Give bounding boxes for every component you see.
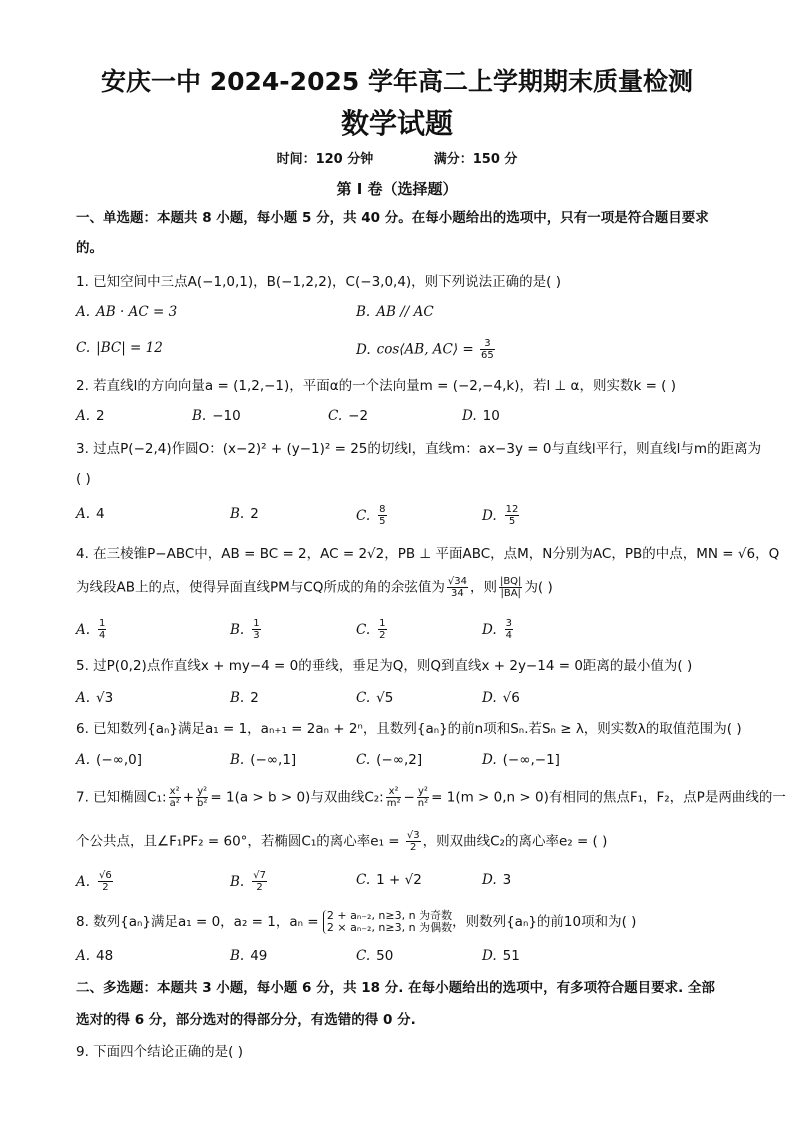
q1-option-b[interactable]: B. AB // AC: [356, 304, 434, 320]
q2-options: [76, 406, 726, 434]
q7-option-c[interactable]: C. 1 + √2: [356, 872, 422, 888]
q2-option-b[interactable]: B. −10: [192, 408, 241, 424]
q7-option-b[interactable]: B. $\frac{√7}{2}$: [230, 870, 266, 893]
q4-stem: 4. 在三棱锥P−ABC中，AB = BC = 2，AC = 2√2，PB ⊥ 平面ABC，点M，N分别为AC，PB的中点，MN = √6，Q: [76, 546, 780, 562]
q8-piecewise: 2 + aₙ₋₂, n≥3, n 为奇数 2 × aₙ₋₂, n≥3, n 为偶数: [323, 910, 452, 934]
q7-stem-cont: 个公共点，且∠F₁PF₂ = 60°，若椭圆C₁的离心率e₁ = $\frac{√3}{2}$ ，则双曲线C₂的离心率e₂ = ( ): [76, 830, 608, 853]
q2-option-c[interactable]: C. −2: [328, 408, 369, 424]
q4-option-a[interactable]: A. $\frac{1}{4}$: [76, 618, 106, 641]
q2-option-d[interactable]: D. 10: [462, 408, 500, 424]
q3-option-c[interactable]: C. $\frac{8}{5}$: [356, 504, 386, 527]
q5-option-d[interactable]: D. √6: [482, 690, 520, 706]
q7-option-a[interactable]: A. $\frac{√6}{2}$: [76, 870, 112, 893]
q4-stem-cont: 为线段AB上的点，使得异面直线PM与CQ所成的角的余弦值为 $\frac{√34}{34}$ ，则 $\frac{|BQ|}{|BA|}$ 为( ): [76, 576, 553, 599]
q3-option-a[interactable]: A. 4: [76, 506, 105, 522]
exam-title: 安庆一中 2024-2025 学年高二上学期期末质量检测: [101, 67, 693, 96]
q1-stem: 1. 已知空间中三点A(−1,0,1)，B(−1,2,2)，C(−3,0,4)，则下列说法正确的是( ): [76, 274, 562, 290]
section1-instructions: 一、单选题：本题共 8 小题，每小题 5 分，共 40 分。在每小题给出的选项中，只有一项是符合题目要求: [76, 210, 709, 226]
section2-instructions-cont: 选对的得 6 分，部分选对的得部分分，有选错的得 0 分.: [76, 1012, 416, 1028]
q5-option-c[interactable]: C. √5: [356, 690, 394, 706]
q8-option-b[interactable]: B. 49: [230, 948, 268, 964]
q5-option-a[interactable]: A. √3: [76, 690, 114, 706]
q5-option-b[interactable]: B. 2: [230, 690, 259, 706]
q3-stem-cont: ( ): [76, 471, 91, 487]
q8-option-c[interactable]: C. 50: [356, 948, 394, 964]
q2-stem: 2. 若直线l的方向向量a = (1,2,−1)，平面α的一个法向量m = (−2,−4,k)，若l ⊥ α，则实数k = ( ): [76, 378, 676, 394]
q2-option-a[interactable]: A. 2: [76, 408, 105, 424]
q1-d-fraction: $\frac{3}{65}$: [481, 338, 494, 361]
q6-stem: 6. 已知数列{aₙ}满足a₁ = 1，aₙ₊₁ = 2aₙ + 2ⁿ，且数列{aₙ}的前n项和Sₙ.若Sₙ ≥ λ，则实数λ的取值范围为( ): [76, 721, 742, 737]
exam-meta: [0, 148, 794, 167]
q3-option-b[interactable]: B. 2: [230, 506, 259, 522]
q6-option-a[interactable]: A. (−∞,0]: [76, 752, 143, 768]
q4-options: [76, 618, 726, 646]
q6-options: [76, 750, 726, 778]
q1-options-row1: [76, 302, 726, 330]
exam-time: 时间：120 分钟: [276, 152, 374, 167]
q1-option-d[interactable]: D. cos⟨AB, AC⟩ = $\frac{3}{65}$: [356, 338, 494, 361]
q7-stem: 7. 已知椭圆C₁: $\frac{\text{x²}}{\text{a²}}$ + $\frac{\text{y²}}{\text{b²}}$ = 1(a > b > 0)与双曲线C₂: $\frac{\text{x²}}{\text{m²}}$ − $\frac{\text{y²}}{\text{n²}}$ = 1(m > 0,n > 0)有相同的焦点F₁，F₂，点P是两曲线的一: [76, 786, 786, 809]
q6-option-b[interactable]: B. (−∞,1]: [230, 752, 297, 768]
q1-option-c[interactable]: C. |BC| = 12: [76, 340, 163, 356]
q8-stem: 8. 数列{aₙ}满足a₁ = 0，a₂ = 1，aₙ = 2 + aₙ₋₂, n≥3, n 为奇数 2 × aₙ₋₂, n≥3, n 为偶数 ，则数列{aₙ}的前10项和为( ): [76, 909, 637, 934]
q4-cos-fraction: $\frac{√34}{34}$: [447, 576, 467, 599]
q3-stem: 3. 过点P(−2,4)作圆O：(x−2)² + (y−1)² = 25的切线l，直线m：ax−3y = 0与直线l平行，则直线l与m的距离为: [76, 441, 762, 457]
q7-options: [76, 870, 726, 898]
q8-options: [76, 946, 726, 974]
q8-option-d[interactable]: D. 51: [482, 948, 520, 964]
q9-stem: 9. 下面四个结论正确的是( ): [76, 1044, 243, 1060]
q4-option-d[interactable]: D. $\frac{3}{4}$: [482, 618, 513, 641]
q1-option-a[interactable]: A. AB · AC = 3: [76, 304, 178, 320]
q8-option-a[interactable]: A. 48: [76, 948, 114, 964]
q4-option-b[interactable]: B. $\frac{1}{3}$: [230, 618, 260, 641]
exam-score: 满分：150 分: [433, 152, 518, 167]
section2-instructions: 二、多选题：本题共 3 小题，每小题 6 分，共 18 分. 在每小题给出的选项中，有多项符合题目要求. 全部: [76, 980, 715, 996]
q6-option-c[interactable]: C. (−∞,2]: [356, 752, 423, 768]
q3-options: [76, 504, 726, 532]
volume-heading: 第 I 卷（选择题）: [336, 180, 458, 198]
q4-ratio-fraction: $\frac{|BQ|}{|BA|}$: [499, 576, 522, 599]
q6-option-d[interactable]: D. (−∞,−1]: [482, 752, 560, 768]
q5-stem: 5. 过P(0,2)点作直线x + my−4 = 0的垂线，垂足为Q，则Q到直线x + 2y−14 = 0距离的最小值为( ): [76, 658, 693, 674]
q7-option-d[interactable]: D. 3: [482, 872, 512, 888]
q5-options: [76, 688, 726, 716]
section1-instructions-cont: 的。: [76, 240, 103, 256]
q3-option-d[interactable]: D. $\frac{12}{5}$: [482, 504, 519, 527]
q4-option-c[interactable]: C. $\frac{1}{2}$: [356, 618, 386, 641]
q1-options-row2: [76, 338, 726, 366]
exam-subtitle: 数学试题: [340, 107, 453, 140]
